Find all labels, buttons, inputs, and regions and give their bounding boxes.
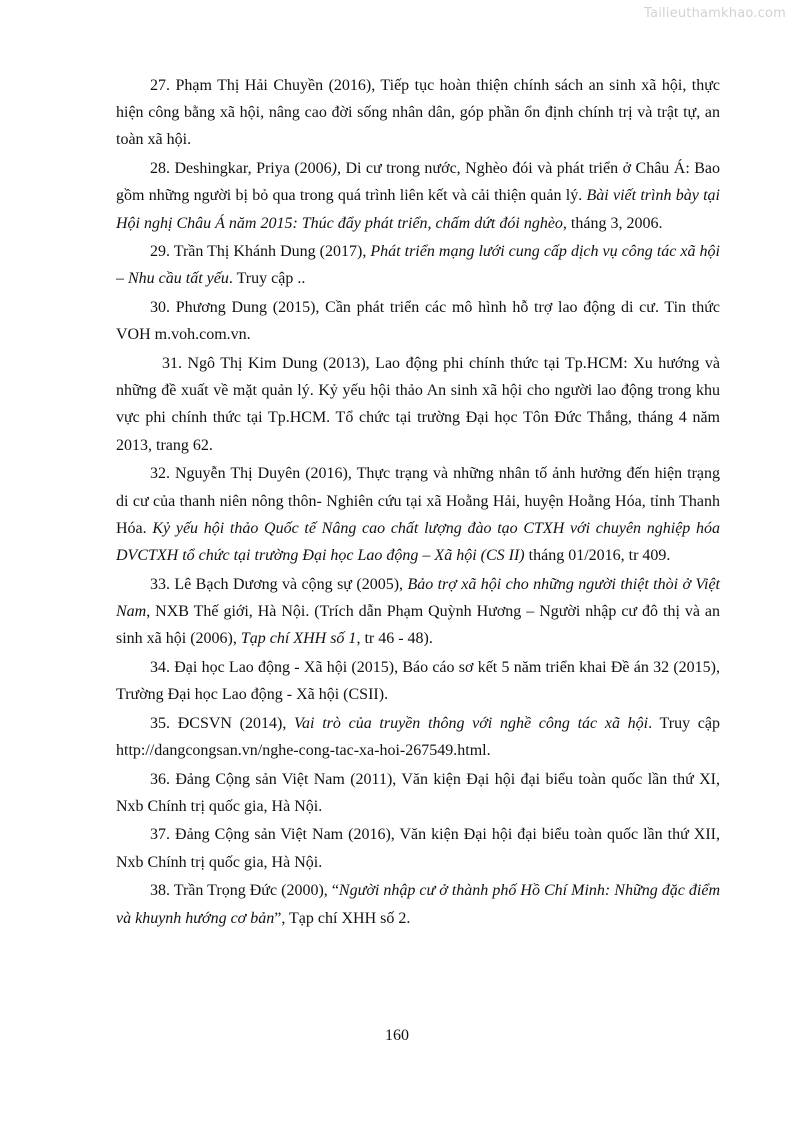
ref-30 bbox=[116, 294, 720, 348]
watermark: Tailieuthamkhao.com bbox=[644, 6, 786, 21]
reference-italic-text: Phát triển mạng lưới cung cấp dịch vụ công tác xã hội – Nhu cầu tất yếu bbox=[116, 243, 720, 288]
reference-text: . Truy cập http://dangcongsan.vn/nghe-cong-tac-xa-hoi-267549.html. bbox=[116, 714, 721, 759]
reference-text: 28. Deshingkar, Priya (2006 bbox=[150, 160, 332, 178]
ref-33 bbox=[116, 571, 720, 653]
reference-text: . Truy cập .. bbox=[228, 270, 306, 288]
reference-text: , NXB Thế giới, Hà Nội. (Trích dẫn Phạm Quỳnh Hương – Người nhập cư đô thị và an sinh xã hội (2006), bbox=[116, 602, 720, 648]
reference-text: Di cư trong nước, Nghèo đói và phát triển ở Châu Á: Bao gồm những người bị bỏ qua trong quá trình liên kết và cải thiện quản lý. bbox=[116, 160, 721, 205]
reference-text: 34. Đại học Lao động - Xã hội (2015), Báo cáo sơ kết 5 năm triển khai Đề án 32 (2015), Trường Đại học Lao động - Xã hội (CSII). bbox=[116, 658, 720, 703]
reference-text: 31. Ngô Thị Kim Dung (2013), Lao động phi chính thức tại Tp.HCM: Xu hướng và những đề xuất về mặt quản lý. Kỷ yếu hội thảo An sinh xã hội cho người lao động trong khu vực phi chính thức tại Tp.HCM. Tổ chức tại trường Đại học Tôn Đức Thắng, tháng 4 năm 2013, trang 62. bbox=[116, 355, 720, 454]
reference-text: 35. ĐCSVN (2014), bbox=[150, 714, 295, 732]
reference-italic-text: Kỷ yếu hội thảo Quốc tế Nâng cao chất lượng đào tạo CTXH với chuyên nghiệp hóa DVCTXH tổ chức tại trường Đại học Lao động – Xã hội (CS II) bbox=[116, 519, 720, 564]
reference-italic-text: Bảo trợ xã hội cho những người thiệt thòi ở Việt Nam bbox=[116, 575, 720, 620]
reference-text: , tr 46 - 48). bbox=[356, 630, 433, 648]
reference-text: 27. Phạm Thị Hải Chuyền (2016), Tiếp tục hoàn thiện chính sách an sinh xã hội, thực hiện công bằng xã hội, nâng cao đời sống nhân dân, góp phần ổn định chính trị và trật tự, an toàn xã hội. bbox=[116, 77, 720, 149]
reference-text: 33. Lê Bạch Dương và cộng sự (2005), bbox=[150, 575, 408, 593]
ref-36 bbox=[116, 766, 720, 820]
reference-text: 38. Trần Trọng Đức (2000), “ bbox=[150, 882, 339, 900]
ref-29 bbox=[116, 238, 720, 292]
ref-28 bbox=[116, 155, 720, 237]
reference-text: ”, Tạp chí XHH số 2. bbox=[274, 909, 411, 927]
reference-text: 30. Phương Dung (2015), Cần phát triển các mô hình hỗ trợ lao động di cư. Tin thức VOH m.voh.com.vn. bbox=[116, 299, 720, 344]
ref-37 bbox=[116, 821, 720, 875]
ref-38 bbox=[116, 877, 720, 931]
reference-italic-text: Vai trò của truyền thông với nghề công tác xã hội bbox=[294, 714, 649, 732]
reference-text: 29. Trần Thị Khánh Dung (2017), bbox=[150, 243, 371, 261]
reference-text: tháng 01/2016, tr 409. bbox=[524, 546, 671, 564]
ref-27 bbox=[116, 72, 720, 154]
ref-35 bbox=[116, 710, 720, 764]
reference-italic-text: Bài viết trình bày tại Hội nghị Châu Á năm 2015: Thúc đẩy phát triển, chấm dứt đói nghèo bbox=[116, 187, 721, 232]
ref-34 bbox=[116, 654, 720, 708]
reference-text: , tháng 3, 2006. bbox=[562, 214, 663, 232]
reference-text: 36. Đảng Cộng sản Việt Nam (2011), Văn kiện Đại hội đại biểu toàn quốc lần thứ XI, Nxb Chính trị quốc gia, Hà Nội. bbox=[116, 770, 720, 815]
reference-text: 32. Nguyễn Thị Duyên (2016), Thực trạng và những nhân tố ảnh hưởng đến hiện trạng di cư của thanh niên nông thôn- Nghiên cứu tại xã Hoằng Hải, huyện Hoằng Hóa, tỉnh Thanh Hóa. bbox=[116, 465, 720, 537]
reference-italic-text: Người nhập cư ở thành phố Hồ Chí Minh: Những đặc điểm và khuynh hướng cơ bản bbox=[116, 882, 720, 927]
reference-italic-text: ), bbox=[331, 160, 341, 178]
ref-32 bbox=[116, 460, 720, 569]
reference-list bbox=[116, 72, 720, 933]
reference-italic-text: Tạp chí XHH số 1 bbox=[240, 630, 357, 648]
reference-text: 37. Đảng Cộng sản Việt Nam (2016), Văn kiện Đại hội đại biểu toàn quốc lần thứ XII, Nxb Chính trị quốc gia, Hà Nội. bbox=[116, 826, 720, 871]
page-number: 160 bbox=[385, 1027, 409, 1044]
ref-31 bbox=[116, 350, 720, 459]
